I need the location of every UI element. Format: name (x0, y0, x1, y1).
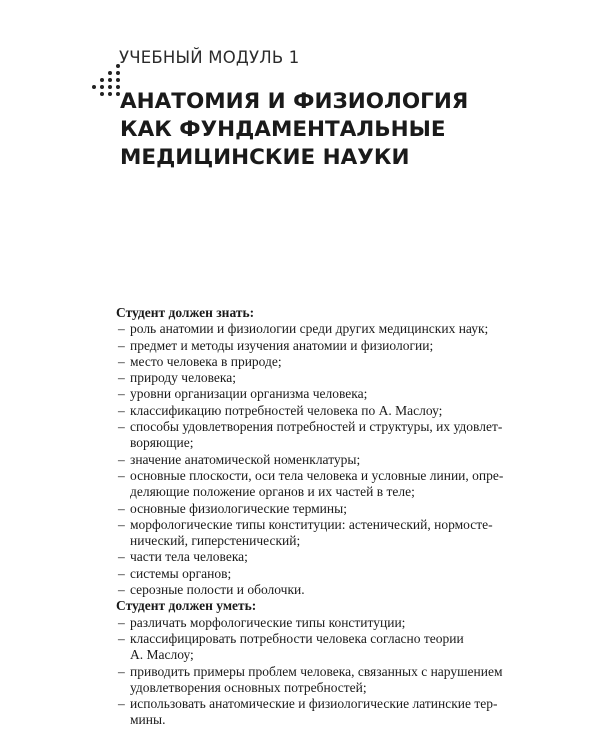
list-item: – предмет и методы изучения анатомии и физиологии; (118, 337, 434, 353)
know-heading: Студент должен знать: (116, 305, 255, 320)
list-item: – природу человека; (118, 370, 236, 386)
title-line: МЕДИЦИНСКИЕ НАУКИ (120, 145, 410, 170)
list-item: – серозные полости и оболочки. (118, 582, 305, 598)
list-item: – использовать анатомические и физиологические латинские тер- мины. (118, 696, 498, 728)
able-heading: Студент должен уметь: (116, 598, 257, 614)
list-item: – уровни организации организма человека; (118, 386, 368, 402)
title-line: КАК ФУНДАМЕНТАЛЬНЫЕ (120, 117, 446, 142)
list-item: – способы удовлетворения потребностей и структуры, их удовлет- воряющие; (118, 419, 503, 451)
list-item: – классифицировать потребности человека согласно теории А. Маслоу; (118, 630, 464, 663)
list-item: – приводить примеры проблем человека, связанных с нарушением удовлетворения основных потребностей; (118, 663, 503, 695)
dot-ornament-icon (86, 64, 122, 96)
list-item: – системы органов; (118, 565, 232, 581)
list-item: – классификацию потребностей человека по А. Маслоу; (118, 402, 443, 418)
list-item: – значение анатомической номенклатуры; (118, 451, 361, 467)
know-list (102, 321, 519, 598)
list-item: – различать морфологические типы конституции; (118, 614, 406, 630)
title-line: АНАТОМИЯ И ФИЗИОЛОГИЯ (120, 89, 469, 114)
learning-outcomes (102, 305, 519, 729)
able-list (102, 615, 519, 729)
list-item: – морфологические типы конституции: астенический, нормосте- нический, гиперстенический; (118, 516, 493, 549)
list-item: – место человека в природе; (118, 353, 282, 369)
list-item: – части тела человека; (118, 549, 248, 565)
page-title (120, 88, 468, 172)
module-label: УЧЕБНЫЙ МОДУЛЬ 1 (119, 48, 300, 67)
list-item: – роль анатомии и физиологии среди других медицинских наук; (118, 321, 489, 337)
list-item: – основные плоскости, оси тела человека и условные линии, опре- деляющие положение органов и их частей в теле; (118, 467, 504, 500)
list-item: – основные физиологические термины; (118, 500, 347, 516)
